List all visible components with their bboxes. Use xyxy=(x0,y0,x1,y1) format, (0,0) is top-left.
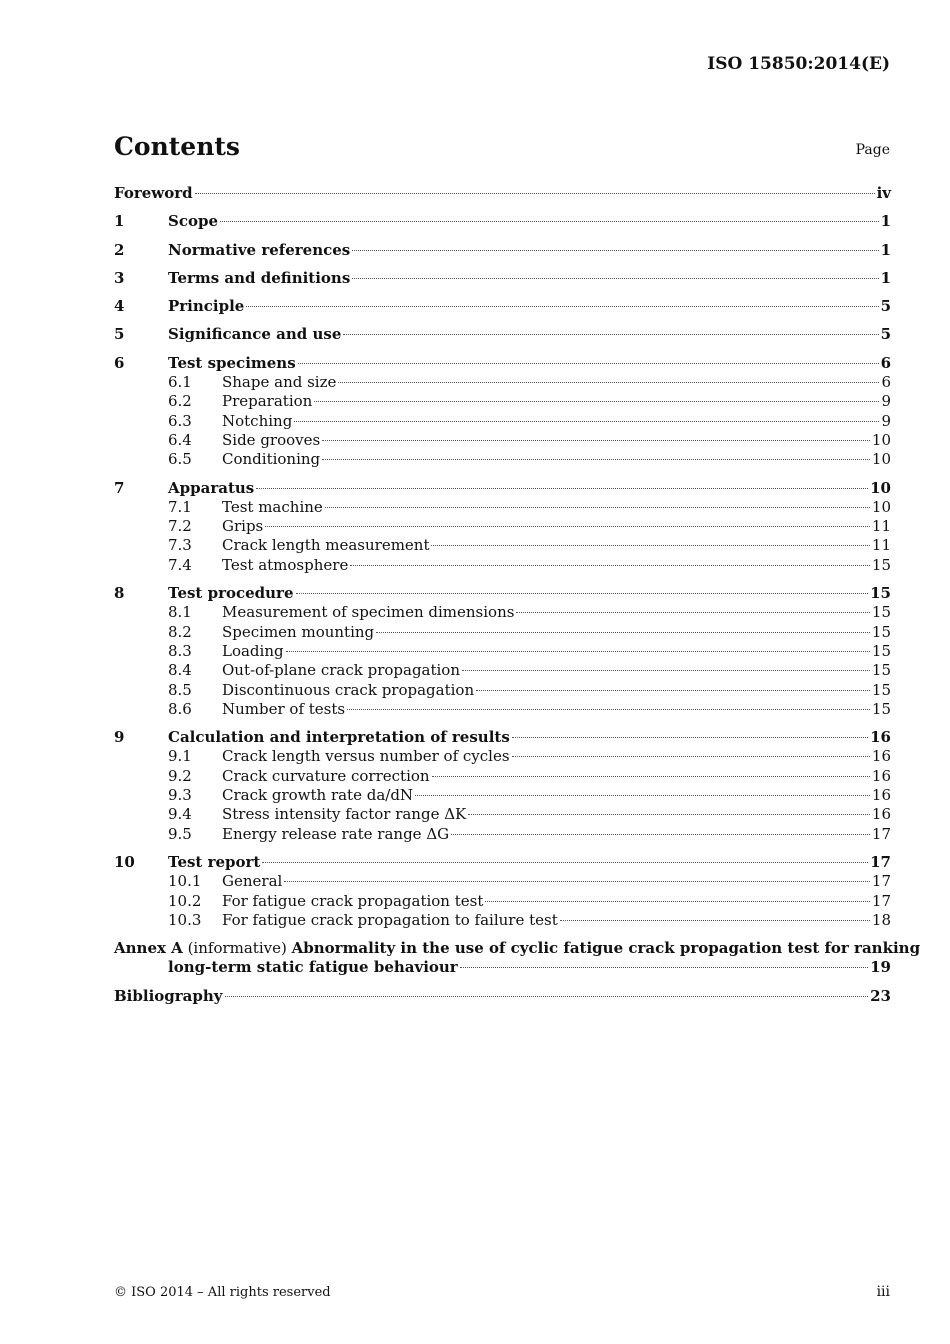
toc-entry-page: 15 xyxy=(871,661,891,680)
toc-entry-title: Side grooves xyxy=(222,430,321,449)
toc-entry[interactable] xyxy=(114,767,891,786)
toc-entry-page: 10 xyxy=(871,430,891,449)
toc-entry[interactable] xyxy=(114,241,891,260)
dot-leader xyxy=(415,795,870,796)
toc-entry[interactable] xyxy=(114,786,891,805)
toc-entry-number: 10.2 xyxy=(168,891,202,910)
toc-entry-number: 8.4 xyxy=(168,661,192,680)
toc-entry-number: 9.2 xyxy=(168,766,192,785)
toc-entry-title: Number of tests xyxy=(222,699,346,718)
toc-entry-page: 15 xyxy=(871,680,891,699)
toc-entry-page: 18 xyxy=(871,910,891,929)
table-of-contents xyxy=(114,184,921,1006)
toc-entry[interactable] xyxy=(114,642,891,661)
dot-leader xyxy=(476,690,870,691)
toc-entry-number: 1 xyxy=(114,212,125,231)
toc-entry-page: 17 xyxy=(871,824,891,843)
dot-leader xyxy=(432,776,870,777)
toc-entry-title: General xyxy=(222,872,283,891)
page-column-label: Page xyxy=(855,142,890,158)
toc-entry-title: Test atmosphere xyxy=(222,555,349,574)
toc-entry-title: Crack length versus number of cycles xyxy=(222,747,510,766)
toc-entry-number: 8.5 xyxy=(168,680,192,699)
toc-entry-page: 1 xyxy=(880,268,891,287)
toc-entry[interactable] xyxy=(114,498,891,517)
toc-entry-title: Calculation and interpretation of results xyxy=(168,728,510,747)
toc-entry-title: Apparatus xyxy=(168,478,255,497)
toc-entry-title: Normative references xyxy=(168,240,351,259)
dot-leader xyxy=(485,901,870,902)
dot-leader xyxy=(314,401,879,402)
toc-entry-number: 6.3 xyxy=(168,411,192,430)
dot-leader xyxy=(262,862,868,863)
toc-entry-page: 17 xyxy=(871,872,891,891)
toc-entry-page: 11 xyxy=(871,517,891,536)
toc-entry-number: 9.5 xyxy=(168,824,192,843)
toc-entry-title: Scope xyxy=(168,212,219,231)
annex-type: (informative) xyxy=(187,939,287,958)
toc-entry[interactable] xyxy=(114,623,891,642)
toc-entry[interactable] xyxy=(114,872,891,891)
toc-entry[interactable] xyxy=(114,212,891,231)
toc-entry[interactable] xyxy=(114,825,891,844)
toc-entry[interactable] xyxy=(114,661,891,680)
toc-entry-number: 6 xyxy=(114,353,125,372)
toc-entry[interactable] xyxy=(114,184,891,203)
dot-leader xyxy=(225,996,869,997)
toc-entry-page: 1 xyxy=(880,240,891,259)
dot-leader xyxy=(322,459,870,460)
dot-leader xyxy=(343,334,878,335)
toc-entry-number: 2 xyxy=(114,240,125,259)
toc-entry-title: Energy release rate range ΔG xyxy=(222,824,450,843)
toc-entry-title: Preparation xyxy=(222,392,313,411)
dot-leader xyxy=(560,920,870,921)
dot-leader xyxy=(352,250,878,251)
bibliography-title: Bibliography xyxy=(114,986,223,1005)
dot-leader xyxy=(512,737,868,738)
page-title: Contents xyxy=(114,132,241,161)
dot-leader xyxy=(512,756,870,757)
toc-entry-number: 9.4 xyxy=(168,805,192,824)
toc-entry[interactable] xyxy=(114,536,891,555)
toc-entry-title: Measurement of specimen dimensions xyxy=(222,603,515,622)
dot-leader xyxy=(246,306,878,307)
toc-entry-number: 6.1 xyxy=(168,373,192,392)
toc-entry[interactable] xyxy=(114,373,891,392)
toc-entry-page: 16 xyxy=(870,728,891,747)
dot-leader xyxy=(298,363,879,364)
toc-entry[interactable] xyxy=(114,450,891,469)
toc-entry-number: 7.1 xyxy=(168,497,192,516)
toc-entry-number: 10 xyxy=(114,852,135,871)
toc-entry-number: 6.4 xyxy=(168,430,192,449)
toc-entry-title: Terms and definitions xyxy=(168,268,351,287)
toc-entry-page: 16 xyxy=(871,786,891,805)
toc-entry-page: 11 xyxy=(871,536,891,555)
toc-entry-title: Test procedure xyxy=(168,584,294,603)
annex-continuation-line xyxy=(114,958,891,977)
dot-leader xyxy=(286,651,870,652)
dot-leader xyxy=(460,967,868,968)
dot-leader xyxy=(322,440,870,441)
toc-entry-number: 7.4 xyxy=(168,555,192,574)
toc-entry-title: Discontinuous crack propagation xyxy=(222,680,475,699)
dot-leader xyxy=(296,593,869,594)
annex-title-line2: long-term static fatigue behaviour xyxy=(168,958,458,977)
page-number: iii xyxy=(876,1284,890,1300)
dot-leader xyxy=(256,488,868,489)
toc-entry[interactable] xyxy=(114,517,891,536)
toc-entry-number: 10.1 xyxy=(168,872,202,891)
toc-entry[interactable] xyxy=(114,805,891,824)
toc-entry-number: 9.3 xyxy=(168,786,192,805)
toc-entry-page: 17 xyxy=(871,891,891,910)
toc-entry-number: 3 xyxy=(114,268,125,287)
toc-entry[interactable] xyxy=(114,297,891,316)
toc-entry-title: For fatigue crack propagation test xyxy=(222,891,484,910)
toc-entry-number: 8.2 xyxy=(168,622,192,641)
toc-entry-number: 4 xyxy=(114,297,125,316)
toc-entry[interactable] xyxy=(114,747,891,766)
dot-leader xyxy=(431,545,869,546)
toc-entry-number: 7.2 xyxy=(168,517,192,536)
toc-entry-number: 6.2 xyxy=(168,392,192,411)
toc-entry-title: Principle xyxy=(168,297,245,316)
toc-entry-page: 6 xyxy=(881,373,891,392)
toc-entry-number: 8.1 xyxy=(168,603,192,622)
toc-entry[interactable] xyxy=(114,892,891,911)
toc-entry-page: iv xyxy=(876,184,891,202)
toc-entry[interactable] xyxy=(114,479,891,498)
copyright-notice: © ISO 2014 – All rights reserved xyxy=(114,1285,331,1300)
toc-entry-page: 15 xyxy=(871,603,891,622)
dot-leader xyxy=(265,526,870,527)
toc-entry-number: 8 xyxy=(114,584,125,603)
toc-entry-page: 1 xyxy=(880,212,891,231)
toc-entry[interactable] xyxy=(114,556,891,575)
toc-entry-title: Significance and use xyxy=(168,325,342,344)
dot-leader xyxy=(284,881,870,882)
dot-leader xyxy=(462,670,870,671)
toc-entry-number: 9.1 xyxy=(168,747,192,766)
toc-entry-page: 10 xyxy=(870,478,891,497)
dot-leader xyxy=(347,709,870,710)
toc-entry-page: 15 xyxy=(870,584,891,603)
toc-entry-number: 7.3 xyxy=(168,536,192,555)
toc-entry-number: 5 xyxy=(114,325,125,344)
toc-entry-page: 9 xyxy=(881,392,891,411)
toc-entry-title: Out-of-plane crack propagation xyxy=(222,661,461,680)
toc-entry-title: Test report xyxy=(168,852,261,871)
toc-bibliography-entry[interactable] xyxy=(114,987,891,1006)
dot-leader xyxy=(338,382,879,383)
toc-entry-title: Crack curvature correction xyxy=(222,766,430,785)
toc-entry-title: Grips xyxy=(222,517,264,536)
toc-entry-title: Loading xyxy=(222,641,284,660)
dot-leader xyxy=(376,632,870,633)
dot-leader xyxy=(350,565,870,566)
toc-entry-title: Crack length measurement xyxy=(222,536,430,555)
toc-entry-page: 17 xyxy=(870,852,891,871)
toc-entry-number: 6.5 xyxy=(168,450,192,469)
toc-entry[interactable] xyxy=(114,412,891,431)
toc-entry-page: 10 xyxy=(871,497,891,516)
toc-entry-title: Test specimens xyxy=(168,353,296,372)
dot-leader xyxy=(352,278,878,279)
bibliography-page: 23 xyxy=(870,986,891,1005)
toc-entry[interactable] xyxy=(114,325,891,344)
toc-entry-title: Foreword xyxy=(114,184,193,202)
toc-entry[interactable] xyxy=(114,392,891,411)
toc-entry-page: 15 xyxy=(871,555,891,574)
toc-annex-entry[interactable] xyxy=(114,939,921,978)
dot-leader xyxy=(468,814,870,815)
toc-entry-page: 10 xyxy=(871,450,891,469)
toc-entry-title: Stress intensity factor range ΔK xyxy=(222,805,467,824)
annex-label: Annex A xyxy=(114,939,183,958)
dot-leader xyxy=(220,221,879,222)
toc-entry-page: 15 xyxy=(871,699,891,718)
toc-entry-number: 8.6 xyxy=(168,699,192,718)
dot-leader xyxy=(516,612,869,613)
toc-entry[interactable] xyxy=(114,853,891,872)
toc-entry[interactable] xyxy=(114,431,891,450)
dot-leader xyxy=(451,834,870,835)
toc-entry-page: 5 xyxy=(880,325,891,344)
toc-entry-number: 8.3 xyxy=(168,641,192,660)
toc-entry-page: 5 xyxy=(880,297,891,316)
toc-entry-title: For fatigue crack propagation to failure test xyxy=(222,910,558,929)
toc-entry-title: Conditioning xyxy=(222,450,321,469)
toc-entry-title: Notching xyxy=(222,411,293,430)
document-code: ISO 15850:2014(E) xyxy=(707,54,890,74)
toc-entry-page: 16 xyxy=(871,766,891,785)
toc-entry-number: 10.3 xyxy=(168,910,202,929)
dot-leader xyxy=(325,507,870,508)
toc-entry-number: 7 xyxy=(114,478,125,497)
toc-entry-title: Shape and size xyxy=(222,373,337,392)
toc-entry-title: Test machine xyxy=(222,497,323,516)
dot-leader xyxy=(294,421,879,422)
toc-entry-page: 16 xyxy=(871,805,891,824)
annex-page: 19 xyxy=(870,958,891,977)
toc-entry-title: Crack growth rate da/dN xyxy=(222,786,414,805)
toc-entry-page: 16 xyxy=(871,747,891,766)
toc-entry-page: 15 xyxy=(871,622,891,641)
toc-entry-title: Specimen mounting xyxy=(222,622,375,641)
toc-entry[interactable] xyxy=(114,354,891,373)
annex-heading-line xyxy=(114,939,921,958)
toc-entry-page: 9 xyxy=(881,411,891,430)
toc-entry-page: 15 xyxy=(871,641,891,660)
toc-entry-number: 9 xyxy=(114,728,125,747)
dot-leader xyxy=(195,193,875,194)
toc-entry[interactable] xyxy=(114,911,891,930)
toc-entry[interactable] xyxy=(114,700,891,719)
toc-entry[interactable] xyxy=(114,584,891,603)
annex-title-line1: Abnormality in the use of cyclic fatigue crack propagation test for ranking xyxy=(291,939,921,958)
toc-entry[interactable] xyxy=(114,681,891,700)
toc-entry[interactable] xyxy=(114,728,891,747)
toc-entry[interactable] xyxy=(114,269,891,288)
toc-entry[interactable] xyxy=(114,603,891,622)
toc-entry-page: 6 xyxy=(880,353,891,372)
